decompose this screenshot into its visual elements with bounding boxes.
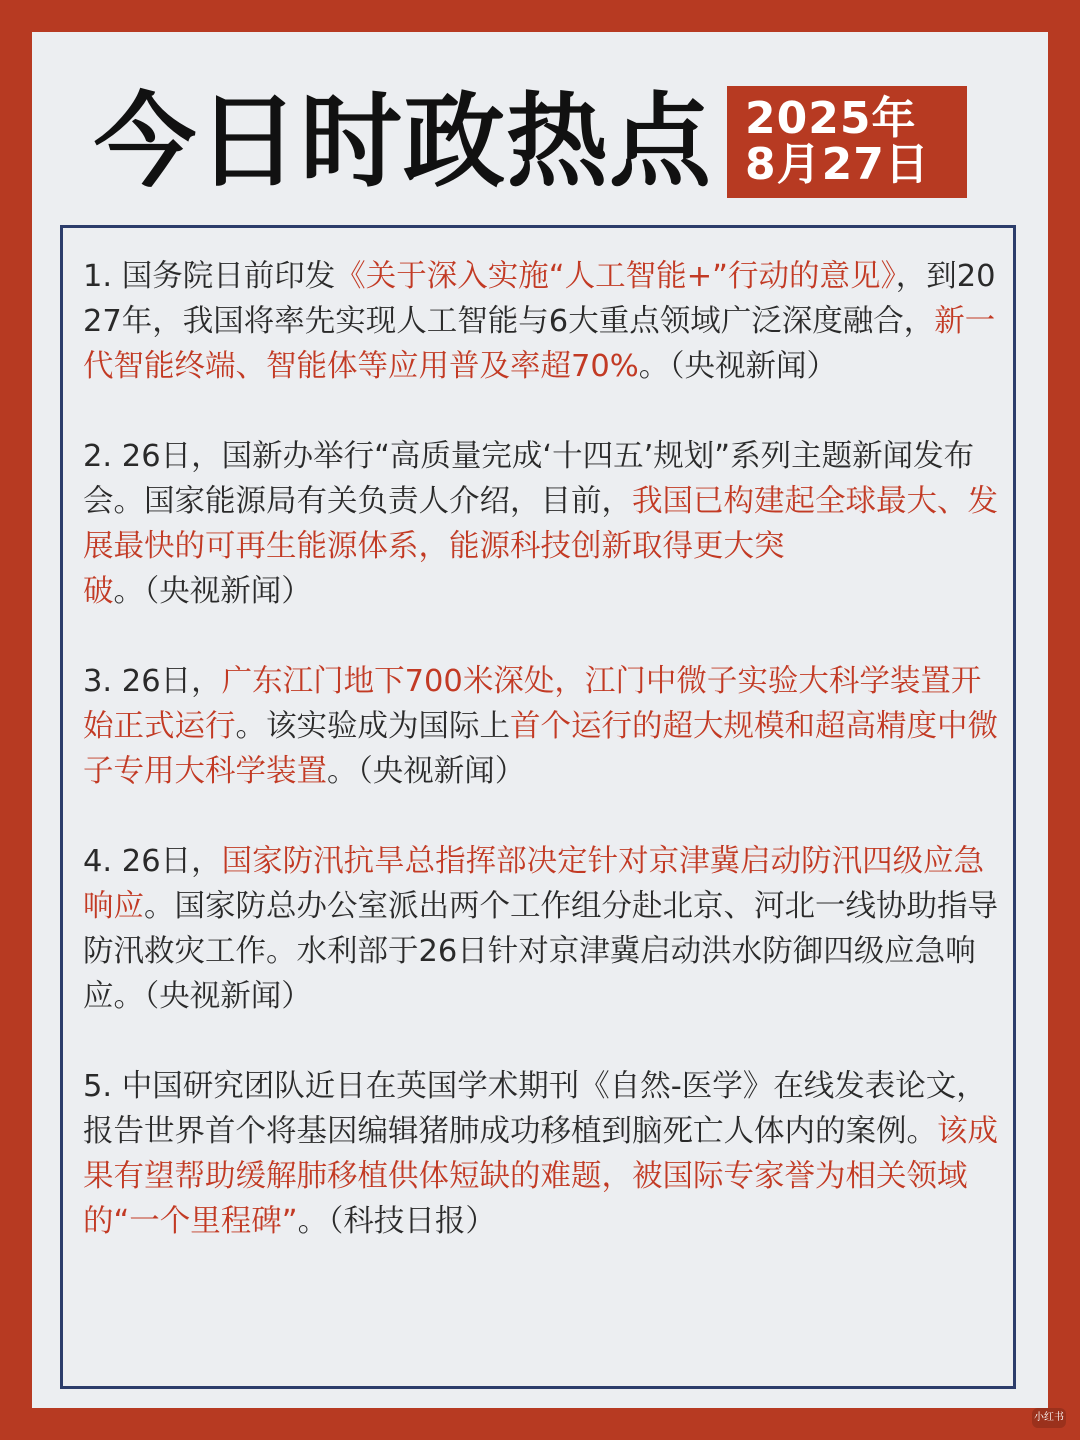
watermark-logo: 小红书 (1032, 1408, 1066, 1428)
segment: 。该实验成为国际上 (235, 709, 510, 744)
segment: 5. 中国研究团队近日在英国学术期刊《自然-医学》在线发表论文，报告世界首个将基因编辑猪肺成功移植到脑死亡人体内的案例。 (83, 1069, 987, 1149)
segment: 1. 国务院日前印发 (83, 259, 336, 294)
date-badge (727, 86, 967, 198)
segment: 。（央视新闻） (327, 754, 526, 789)
page-title: 今日时政热点 (94, 83, 712, 202)
date-day: 8月27日 (745, 139, 930, 190)
highlight-segment: 广东江门地下700米深处，江门中微子实验大科学装置开始正式运行 (83, 664, 982, 744)
segment: 3. 26日， (83, 664, 222, 699)
segment: 。国家防总办公室派出两个工作组分赴北京、河北一线协助指导防汛救灾工作。水利部于26日针对京津冀启动洪水防御四级应急响应。（央视新闻） (83, 889, 998, 1014)
news-item-2 (83, 434, 1001, 614)
segment: 。（科技日报） (297, 1204, 496, 1239)
segment: ，到2027年，我国将率先实现人工智能与6大重点领域广泛深度融合， (83, 259, 996, 339)
news-item-1 (83, 254, 1001, 389)
highlight-segment: 我国已构建起全球最大、发展最快的可再生能源体系，能源科技创新取得更大突破 (83, 484, 998, 609)
segment: 2. 26日，国新办举行“高质量完成‘十四五’规划”系列主题新闻发布会。国家能源局有关负责人介绍，目前， (83, 439, 975, 519)
highlight-segment: 国家防汛抗旱总指挥部决定针对京津冀启动防汛四级应急响应 (83, 844, 985, 924)
highlight-segment: 《关于深入实施“人工智能+”行动的意见》 (335, 259, 896, 294)
news-item-4 (83, 839, 1001, 1019)
poster-card (32, 32, 1048, 1408)
highlight-segment: 首个运行的超大规模和超高精度中微子专用大科学装置 (83, 709, 998, 789)
news-list (60, 225, 1016, 1389)
date-year: 2025年 (745, 93, 917, 144)
segment: 。（央视新闻） (638, 349, 838, 384)
highlight-segment: 新一代智能终端、智能体等应用普及率超70% (83, 304, 996, 384)
highlight-segment: 该成果有望帮助缓解肺移植供体短缺的难题，被国际专家誉为相关领域的“一个里程碑” (83, 1114, 998, 1239)
segment: 。（央视新闻） (113, 574, 312, 609)
news-item-3 (83, 659, 1001, 794)
news-item-5 (83, 1064, 1001, 1244)
segment: 4. 26日， (83, 844, 222, 879)
